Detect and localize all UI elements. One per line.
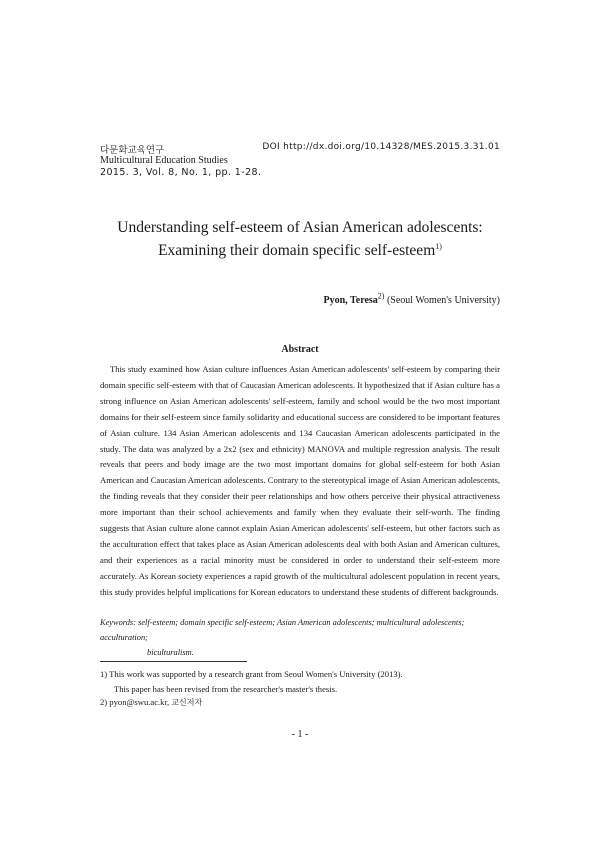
paper-title-line2-text: Examining their domain specific self-esteem (158, 242, 436, 259)
title-footnote-mark[interactable]: 1) (435, 241, 442, 251)
abstract-text: This study examined how Asian culture influences Asian American adolescents' self-esteem by comparing their domain specific self-esteem with that of Caucasian American adolescents. It hypothesized that if Asian culture has a strong influence on Asian American adolescents' self-esteem, family and school would be the two most important domains for their self-esteem since family solidarity and educational success are considered to be important features of Asian culture. 134 Asian American adolescents and 134 Caucasian American adolescents participated in the study. The data was analyzed by a 2x2 (sex and ethnicity) MANOVA and multiple regression analysis. The result reveals that peers and body image are the two most important domains for global self-esteem for both Asian American and Caucasian American adolescents. Contrary to the stereotypical image of Asian American adolescents, the finding reveals that they consider their peer relationships and how others perceive their physical attractiveness more important than their school achievements and family when they evaluate their self-worth. The finding suggests that Asian culture alone cannot explain Asian American adolescents' self-esteem, but other factors such as the acculturation effect that takes place as Asian American adolescents deal with both Asian and American cultures, and their experiences as a racial minority must be considered in order to understand their self-esteem more accurately. As Korean society experiences a rapid growth of the multicultural adolescent population in recent years, this study provides helpful implications for Korean educators to understand these students of different backgrounds. (100, 364, 500, 597)
paper-title-line1: Understanding self-esteem of Asian American adolescents: (117, 219, 483, 236)
issue-info: 2015. 3, Vol. 8, No. 1, pp. 1-28. (100, 167, 262, 178)
keywords (100, 615, 500, 660)
abstract-heading: Abstract (281, 344, 319, 355)
footnote-1: 1) This work was supported by a research grant from Seoul Women's University (2013). (100, 669, 403, 679)
page-number: - 1 - (291, 729, 309, 740)
journal-title-korean: 다문화교육연구 (100, 145, 165, 156)
footnote-2-korean: 교신저자 (171, 698, 203, 707)
keywords-line1: Keywords: self-esteem; domain specific self-esteem; Asian American adolescents; multicultural adolescents; acculturation; (100, 618, 465, 642)
paper-title-line2 (0, 242, 600, 260)
author-affiliation: (Seoul Women's University) (386, 295, 500, 306)
footnote-2 (100, 697, 202, 708)
journal-title-english: Multicultural Education Studies (100, 155, 228, 166)
footnote-divider (100, 661, 247, 662)
doi-link[interactable]: DOI http://dx.doi.org/10.14328/MES.2015.3.31.01 (262, 142, 500, 152)
footnote-1-continued: This paper has been revised from the researcher's master's thesis. (114, 684, 338, 694)
author-footnote-mark[interactable]: 2) (377, 291, 385, 301)
footnote-2-email: 2) pyon@swu.ac.kr, (100, 697, 172, 707)
author-line (323, 291, 500, 306)
keywords-line2: biculturalism. (147, 648, 194, 657)
author-name: Pyon, Teresa (323, 295, 378, 306)
